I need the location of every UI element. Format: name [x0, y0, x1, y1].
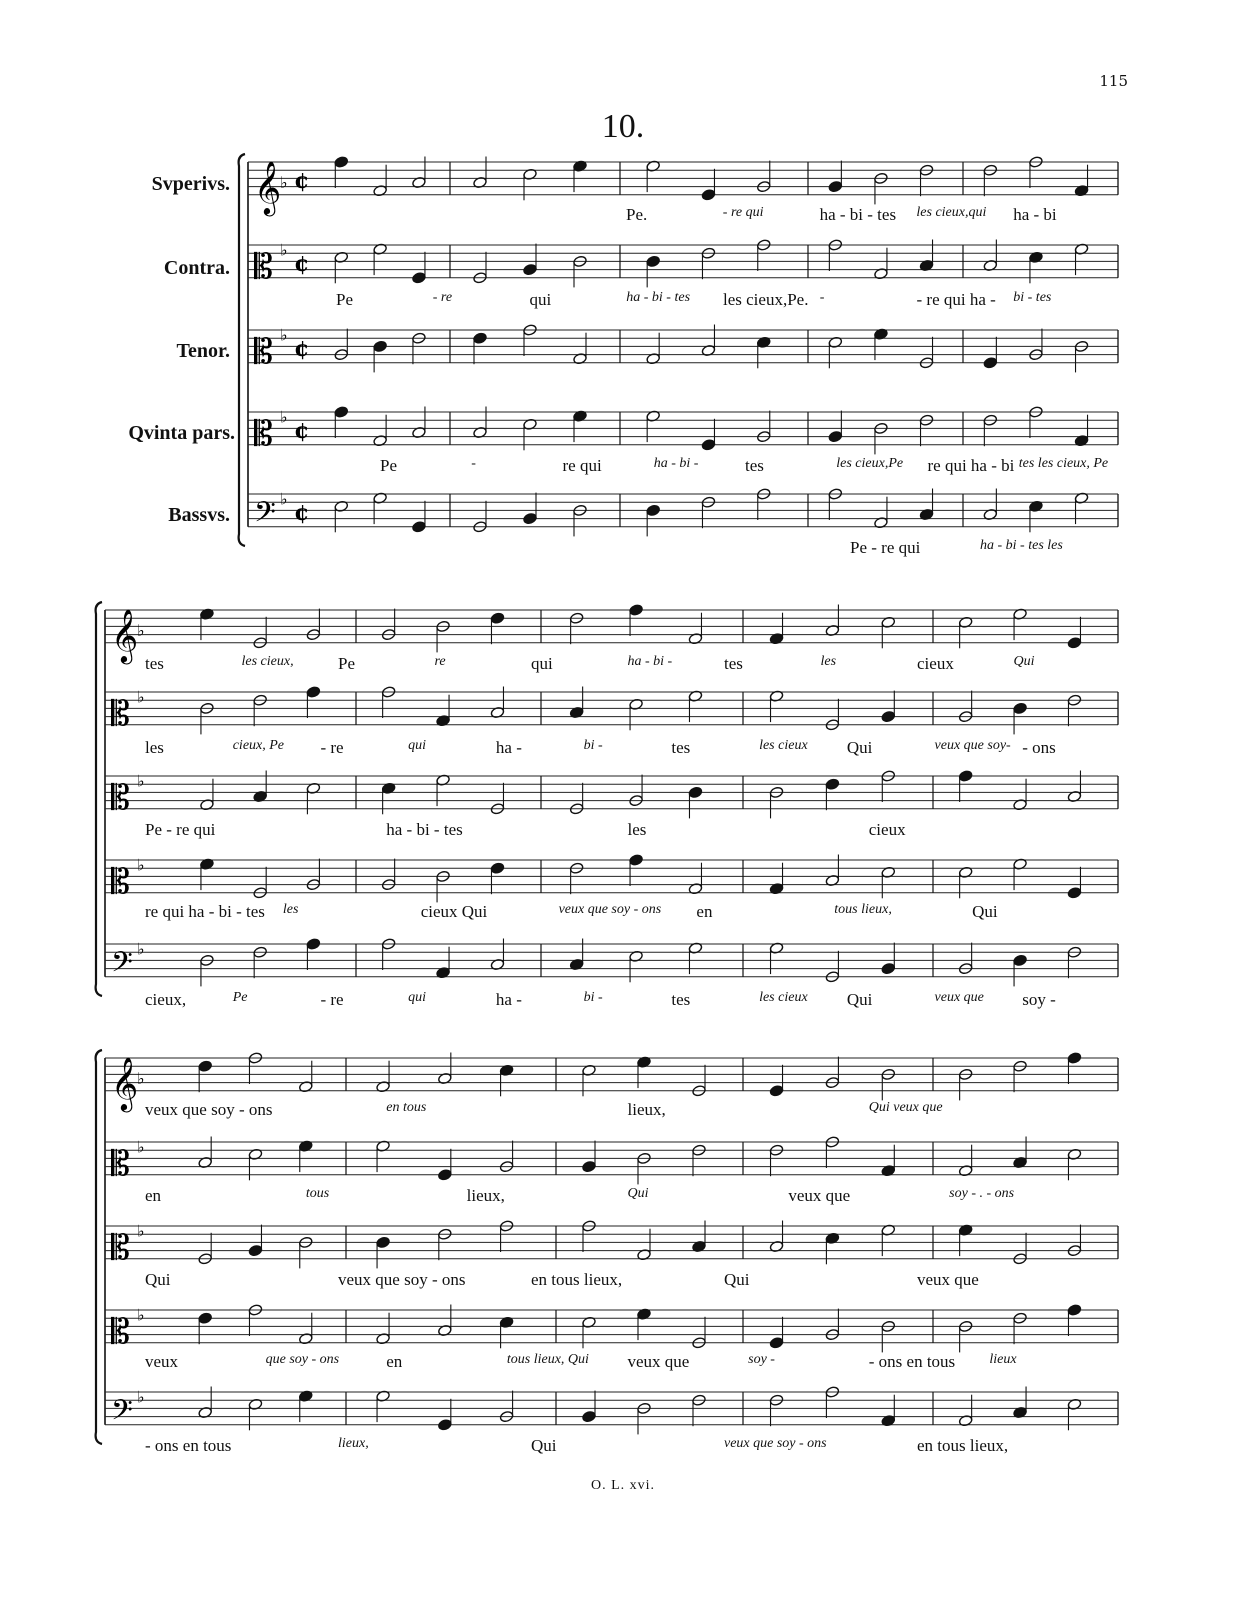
lyric-syllable: les cieux [759, 990, 808, 1005]
lyric-syllable: cieux [868, 820, 906, 839]
note-head [881, 710, 896, 723]
lyric-syllable: cieux, Pe [232, 738, 285, 753]
treble-clef-icon: 𝄞 [254, 159, 282, 214]
lyric-syllable: les cieux, [241, 654, 294, 669]
flat-icon: ♭ [137, 771, 145, 791]
lyric-syllable: tes [671, 738, 691, 757]
note-head [437, 1419, 452, 1432]
voice-label-quinta: Qvinta pars. [128, 422, 235, 444]
lyric-syllable: veux que soy - ons [558, 902, 662, 917]
lyric-syllable: Qui [145, 1270, 171, 1289]
lyric-syllable: en [145, 1186, 162, 1205]
note-head [437, 1169, 452, 1182]
lyric-syllable: cieux, [145, 990, 187, 1009]
lyric-syllable: en [696, 902, 713, 921]
flat-icon: ♭ [137, 855, 145, 875]
flat-icon: ♭ [137, 621, 145, 641]
lyric-syllable: - [819, 290, 825, 305]
flat-icon: ♭ [137, 1221, 145, 1241]
lyric-syllable: - re [432, 290, 453, 305]
note-head [306, 686, 321, 699]
lyric-syllable: qui [531, 654, 553, 673]
flat-icon: ♭ [280, 407, 288, 427]
lyric-syllable: veux que soy - ons [145, 1100, 273, 1119]
cut-time-icon: ¢ [294, 418, 310, 445]
alto-clef-icon: 𝄡 [254, 331, 273, 372]
note-head [1013, 954, 1028, 967]
note-head [646, 504, 661, 517]
note-head [1067, 1052, 1082, 1065]
footer-reference: O. L. xvi. [590, 1478, 656, 1493]
treble-clef-icon: 𝄞 [111, 1055, 139, 1110]
note-head [334, 156, 349, 169]
note-head [646, 255, 661, 268]
voice-label-bassus: Bassvs. [168, 504, 230, 526]
note-head [373, 340, 388, 353]
lyric-syllable: les cieux,Pe. [723, 290, 809, 309]
lyric-syllable: lieux, [627, 1100, 666, 1119]
lyric-syllable: soy - [748, 1352, 775, 1367]
lyric-syllable: Qui [846, 990, 873, 1009]
lyric-syllable: Qui [1013, 654, 1035, 669]
lyric-syllable: tous [305, 1186, 330, 1201]
system-bracket [96, 602, 102, 996]
alto-clef-icon: 𝄡 [111, 1227, 130, 1268]
note-head [582, 1160, 597, 1173]
lyric-syllable: - ons [1022, 738, 1056, 757]
lyric-syllable: Qui [724, 1270, 750, 1289]
flat-icon: ♭ [137, 687, 145, 707]
lyric-syllable: les [282, 902, 299, 917]
lyric-syllable: les [627, 820, 647, 839]
lyric-syllable: que soy - ons [265, 1352, 340, 1367]
lyric-syllable: tes [145, 654, 164, 673]
lyric-syllable: Qui veux que [868, 1100, 943, 1115]
lyric-syllable: ha - bi - tes [386, 820, 463, 839]
flat-icon: ♭ [280, 489, 288, 509]
note-head [523, 512, 538, 525]
lyric-syllable: ha - [495, 990, 522, 1009]
lyric-syllable: bi - [583, 990, 603, 1005]
cut-time-icon: ¢ [294, 500, 310, 527]
lyric-syllable: - [471, 456, 476, 471]
lyric-syllable: tes [745, 456, 764, 475]
lyric-syllable: les cieux,Pe [836, 456, 904, 471]
note-head [490, 612, 505, 625]
lyric-syllable: cieux Qui [420, 902, 488, 921]
note-head [769, 1085, 784, 1098]
voice-label-tenor: Tenor. [176, 340, 230, 362]
bass-clef-icon: 𝄢 [111, 1393, 133, 1434]
lyric-syllable: tes les cieux, Pe [1018, 456, 1109, 471]
note-head [828, 430, 843, 443]
lyric-syllable: ha - bi [1013, 205, 1057, 224]
lyric-syllable: en tous [386, 1100, 427, 1115]
bass-clef-icon: 𝄢 [254, 495, 276, 536]
note-head [828, 180, 843, 193]
lyric-syllable: Pe [338, 654, 355, 673]
note-head [1067, 887, 1082, 900]
lyric-syllable: re [434, 654, 446, 669]
note-head [248, 1244, 263, 1257]
lyric-syllable: bi - tes [1013, 290, 1052, 305]
note-head [701, 439, 716, 452]
note-head [198, 1312, 213, 1325]
piece-number: 10. [601, 108, 645, 145]
lyric-syllable: veux que soy - ons [338, 1270, 466, 1289]
lyric-syllable: re qui [562, 456, 602, 475]
note-head [629, 854, 644, 867]
note-head [523, 263, 538, 276]
flat-icon: ♭ [280, 325, 288, 345]
lyric-syllable: lieux, [466, 1186, 505, 1205]
lyric-syllable: veux que soy- [934, 738, 1011, 753]
lyric-syllable: - re qui ha - [916, 290, 996, 309]
bass-clef-icon: 𝄢 [111, 945, 133, 986]
note-head [688, 786, 703, 799]
note-head [412, 521, 427, 534]
note-head [825, 778, 840, 791]
lyric-syllable: tous lieux, [834, 902, 892, 917]
cut-time-icon: ¢ [294, 168, 310, 195]
lyric-syllable: soy - . - ons [949, 1186, 1015, 1201]
lyric-syllable: Qui [627, 1186, 649, 1201]
alto-clef-icon: 𝄡 [111, 1311, 130, 1352]
note-head [306, 938, 321, 951]
alto-clef-icon: 𝄡 [254, 246, 273, 287]
flat-icon: ♭ [137, 1387, 145, 1407]
lyric-syllable: re qui ha - bi [927, 456, 1015, 475]
lyric-syllable: cieux [917, 654, 954, 673]
lyric-syllable: en tous lieux, [917, 1436, 1009, 1455]
lyric-syllable: Pe [380, 456, 397, 475]
note-head [958, 770, 973, 783]
flat-icon: ♭ [137, 1137, 145, 1157]
note-head [629, 604, 644, 617]
note-head [701, 189, 716, 202]
lyric-syllable: - re [320, 738, 344, 757]
alto-clef-icon: 𝄡 [111, 777, 130, 818]
lyric-syllable: Pe - re qui [850, 538, 921, 557]
lyric-syllable: tous lieux, Qui [506, 1352, 589, 1367]
alto-clef-icon: 𝄡 [111, 693, 130, 734]
note-head [473, 332, 488, 345]
note-head [334, 406, 349, 419]
note-head [490, 862, 505, 875]
note-head [582, 1410, 597, 1423]
lyric-syllable: Pe. [626, 205, 648, 224]
lyric-syllable: tes [724, 654, 743, 673]
lyric-syllable: veux que soy - ons [724, 1436, 827, 1451]
note-head [1067, 1304, 1082, 1317]
flat-icon: ♭ [280, 173, 288, 193]
note-head [1067, 637, 1082, 650]
lyric-syllable: les cieux [759, 738, 808, 753]
flat-icon: ♭ [280, 240, 288, 260]
lyric-syllable: Qui [531, 1436, 557, 1455]
note-head [881, 962, 896, 975]
lyric-syllable: ha - bi - [627, 654, 673, 669]
lyric-syllable: en [386, 1352, 403, 1371]
lyric-syllable: - ons en tous [868, 1352, 956, 1371]
lyric-syllable: - ons en tous [145, 1436, 232, 1455]
lyric-syllable: qui [408, 990, 427, 1005]
note-head [769, 1337, 784, 1350]
lyric-syllable: Pe [232, 990, 248, 1005]
alto-clef-icon: 𝄡 [254, 413, 273, 454]
lyric-syllable: en tous lieux, [531, 1270, 623, 1289]
treble-clef-icon: 𝄞 [111, 607, 139, 662]
lyric-syllable: veux que [934, 990, 984, 1005]
lyric-syllable: Pe - re qui [145, 820, 216, 839]
system-bracket [96, 1050, 102, 1444]
page-number: 115 [1099, 72, 1128, 90]
lyric-syllable: Pe [336, 290, 353, 309]
note-head [376, 1236, 391, 1249]
lyric-syllable: les [820, 654, 837, 669]
alto-clef-icon: 𝄡 [111, 861, 130, 902]
note-head [412, 272, 427, 285]
alto-clef-icon: 𝄡 [111, 1143, 130, 1184]
lyric-syllable: - re [320, 990, 344, 1009]
lyric-syllable: ha - bi - [653, 456, 699, 471]
lyric-syllable: tes [671, 990, 691, 1009]
voice-label-superius: Svperivs. [151, 173, 230, 195]
lyric-syllable: ha - bi - tes [626, 290, 691, 305]
lyric-syllable: Qui [846, 738, 873, 757]
lyric-syllable: ha - bi - tes [819, 205, 897, 224]
note-head [983, 357, 998, 370]
lyric-syllable: - re qui [722, 205, 764, 220]
lyric-syllable: lieux, [338, 1436, 369, 1451]
lyric-syllable: ha - [495, 738, 522, 757]
lyric-syllable: veux que [788, 1186, 851, 1205]
lyric-syllable: les [145, 738, 164, 757]
flat-icon: ♭ [137, 1305, 145, 1325]
voice-label-contra: Contra. [163, 257, 230, 279]
lyric-syllable: Qui [972, 902, 998, 921]
lyric-syllable: bi - [583, 738, 603, 753]
lyric-syllable: qui [529, 290, 552, 309]
lyric-syllable: soy - [1022, 990, 1056, 1009]
lyric-syllable: lieux [989, 1352, 1017, 1367]
lyric-syllable: qui [408, 738, 427, 753]
lyric-syllable: ha - bi - tes les [980, 538, 1063, 553]
flat-icon: ♭ [137, 1069, 145, 1089]
lyric-syllable: re qui ha - bi - tes [145, 902, 265, 921]
cut-time-icon: ¢ [294, 336, 310, 363]
lyric-syllable: veux que [917, 1270, 979, 1289]
note-head [1013, 702, 1028, 715]
cut-time-icon: ¢ [294, 251, 310, 278]
system-bracket [239, 154, 245, 546]
lyric-syllable: veux que [627, 1352, 690, 1371]
note-head [198, 1060, 213, 1073]
lyric-syllable: les cieux,qui [916, 205, 987, 220]
flat-icon: ♭ [137, 939, 145, 959]
lyric-syllable: veux [145, 1352, 179, 1371]
